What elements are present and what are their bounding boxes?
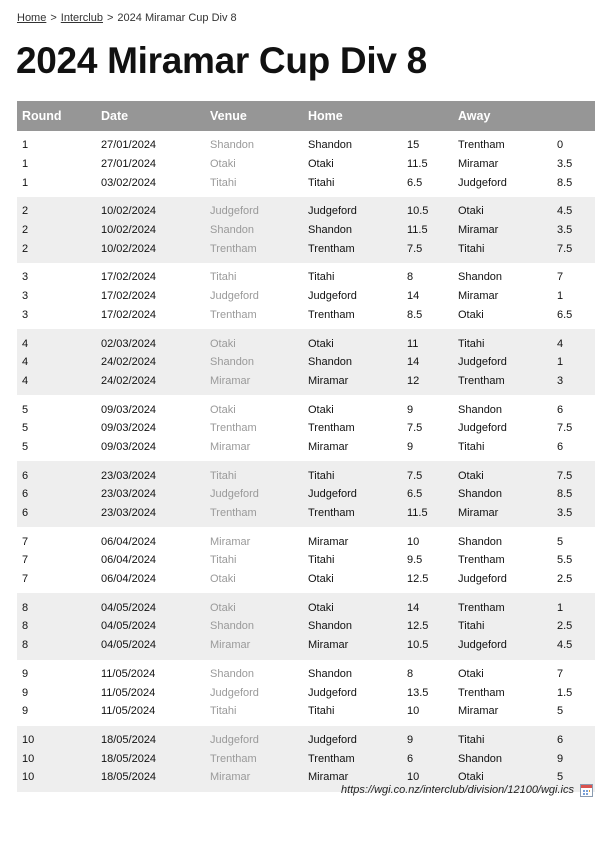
- cell-home-team: Miramar: [308, 639, 349, 652]
- cell-date: 17/02/2024: [101, 308, 157, 321]
- cell-away-team: Titahi: [458, 733, 485, 746]
- cell-away-score: 3.5: [557, 507, 573, 520]
- cell-date: 09/03/2024: [101, 422, 157, 435]
- cell-home-score: 7.5: [407, 469, 423, 482]
- cell-venue: Otaki: [210, 158, 236, 171]
- cell-venue: Shandon: [210, 620, 255, 633]
- cell-date: 23/03/2024: [101, 507, 157, 520]
- cell-away-score: 6: [557, 403, 564, 416]
- cell-round: 9: [22, 686, 29, 699]
- cell-home-score: 10: [407, 705, 420, 718]
- cell-venue: Judgeford: [210, 290, 259, 303]
- cell-date: 09/03/2024: [101, 403, 157, 416]
- cell-home-team: Titahi: [308, 469, 335, 482]
- cell-round: 2: [22, 242, 29, 255]
- cell-home-team: Miramar: [308, 771, 349, 784]
- cell-home-score: 6.5: [407, 176, 423, 189]
- cell-round: 3: [22, 308, 29, 321]
- cell-date: 10/02/2024: [101, 205, 157, 218]
- cell-away-team: Miramar: [458, 705, 499, 718]
- cell-venue: Miramar: [210, 535, 251, 548]
- cell-round: 1: [22, 176, 29, 189]
- cell-away-team: Judgeford: [458, 176, 507, 189]
- column-header-round: Round: [22, 109, 62, 123]
- cell-venue: Otaki: [210, 601, 236, 614]
- cell-home-team: Titahi: [308, 176, 335, 189]
- column-header-venue: Venue: [210, 109, 247, 123]
- table-row: [17, 570, 595, 589]
- table-row: [17, 466, 595, 485]
- cell-home-score: 9: [407, 403, 414, 416]
- cell-away-score: 7: [557, 271, 564, 284]
- cell-away-score: 1: [557, 601, 564, 614]
- cell-round: 7: [22, 535, 29, 548]
- cell-date: 24/02/2024: [101, 374, 157, 387]
- cell-venue: Miramar: [210, 771, 251, 784]
- cell-date: 11/05/2024: [101, 705, 156, 718]
- table-row: [17, 504, 595, 523]
- cell-venue: Shandon: [210, 356, 255, 369]
- cell-away-score: 9: [557, 752, 564, 765]
- table-row: [17, 598, 595, 617]
- cell-round: 1: [22, 139, 29, 152]
- cell-date: 27/01/2024: [101, 158, 157, 171]
- cell-round: 10: [22, 771, 35, 784]
- cell-date: 03/02/2024: [101, 176, 157, 189]
- round-group: [17, 329, 595, 395]
- cell-home-team: Trentham: [308, 752, 355, 765]
- table-row: [17, 665, 595, 684]
- table-row: [17, 155, 595, 174]
- table-row: [17, 239, 595, 258]
- table-row: [17, 731, 595, 750]
- table-row: [17, 353, 595, 372]
- table-row: [17, 749, 595, 768]
- cell-date: 04/05/2024: [101, 639, 157, 652]
- cell-away-score: 7: [557, 667, 564, 680]
- cell-venue: Otaki: [210, 337, 236, 350]
- cell-home-score: 8.5: [407, 308, 423, 321]
- cell-away-score: 6: [557, 440, 564, 453]
- cell-date: 23/03/2024: [101, 469, 157, 482]
- cell-home-team: Otaki: [308, 601, 334, 614]
- table-row: [17, 683, 595, 702]
- cell-date: 09/03/2024: [101, 440, 157, 453]
- cell-away-score: 6: [557, 733, 564, 746]
- breadcrumb: [17, 12, 237, 24]
- cell-away-score: 1: [557, 356, 564, 369]
- cell-venue: Otaki: [210, 573, 236, 586]
- cell-away-score: 5: [557, 535, 564, 548]
- table-row: [17, 438, 595, 457]
- cell-away-team: Miramar: [458, 507, 499, 520]
- cell-venue: Miramar: [210, 440, 251, 453]
- cell-round: 8: [22, 639, 29, 652]
- breadcrumb-separator: >: [50, 12, 57, 24]
- cell-home-team: Titahi: [308, 271, 335, 284]
- cell-away-team: Miramar: [458, 290, 499, 303]
- cell-venue: Titahi: [210, 705, 237, 718]
- ics-footer: [341, 782, 593, 798]
- cell-away-team: Miramar: [458, 158, 499, 171]
- cell-venue: Titahi: [210, 469, 237, 482]
- cell-away-team: Miramar: [458, 224, 499, 237]
- table-row: [17, 306, 595, 325]
- cell-round: 4: [22, 337, 29, 350]
- round-group: [17, 461, 595, 527]
- round-group: [17, 197, 595, 263]
- table-row: [17, 636, 595, 655]
- table-row: [17, 551, 595, 570]
- cell-away-team: Shandon: [458, 752, 503, 765]
- cell-away-team: Judgeford: [458, 356, 507, 369]
- cell-venue: Judgeford: [210, 686, 259, 699]
- table-row: [17, 702, 595, 721]
- cell-away-team: Trentham: [458, 601, 505, 614]
- cell-round: 4: [22, 374, 29, 387]
- cell-date: 24/02/2024: [101, 356, 157, 369]
- cell-home-score: 11.5: [407, 158, 428, 171]
- cell-away-score: 5.5: [557, 554, 573, 567]
- cell-away-score: 1.5: [557, 686, 573, 699]
- ics-link[interactable]: https://wgi.co.nz/interclub/division/12100/wgi.ics: [341, 784, 574, 796]
- cell-venue: Miramar: [210, 374, 251, 387]
- table-body: [17, 131, 595, 792]
- round-group: [17, 527, 595, 593]
- cell-away-team: Otaki: [458, 469, 484, 482]
- cell-home-team: Trentham: [308, 507, 355, 520]
- cell-venue: Trentham: [210, 507, 257, 520]
- cell-home-score: 12.5: [407, 620, 429, 633]
- cell-round: 1: [22, 158, 29, 171]
- cell-date: 04/05/2024: [101, 601, 157, 614]
- cell-round: 3: [22, 271, 29, 284]
- cell-home-team: Trentham: [308, 308, 355, 321]
- cell-home-team: Shandon: [308, 667, 353, 680]
- cell-away-team: Shandon: [458, 488, 503, 501]
- cell-away-team: Shandon: [458, 403, 503, 416]
- cell-home-score: 11: [407, 337, 419, 350]
- cell-away-score: 8.5: [557, 176, 573, 189]
- cell-round: 7: [22, 573, 29, 586]
- cell-date: 27/01/2024: [101, 139, 157, 152]
- cell-away-team: Trentham: [458, 554, 505, 567]
- cell-home-score: 11.5: [407, 507, 428, 520]
- table-row: [17, 173, 595, 192]
- table-row: [17, 372, 595, 391]
- cell-round: 9: [22, 705, 29, 718]
- cell-round: 7: [22, 554, 29, 567]
- cell-away-score: 5: [557, 705, 564, 718]
- cell-venue: Judgeford: [210, 733, 259, 746]
- cell-home-score: 11.5: [407, 224, 428, 237]
- cell-round: 5: [22, 403, 29, 416]
- cell-home-score: 10: [407, 771, 420, 784]
- table-row: [17, 532, 595, 551]
- cell-home-score: 14: [407, 356, 420, 369]
- cell-home-team: Shandon: [308, 356, 353, 369]
- table-row: [17, 400, 595, 419]
- cell-away-score: 1: [557, 290, 564, 303]
- breadcrumb-separator: >: [106, 12, 114, 24]
- cell-date: 11/05/2024: [101, 686, 156, 699]
- cell-date: 10/02/2024: [101, 224, 157, 237]
- cell-date: 06/04/2024: [101, 573, 157, 586]
- cell-home-team: Otaki: [308, 337, 334, 350]
- column-header-home: Home: [308, 109, 343, 123]
- cell-home-team: Judgeford: [308, 205, 357, 218]
- cell-round: 9: [22, 667, 29, 680]
- table-row: [17, 202, 595, 221]
- cell-home-team: Miramar: [308, 535, 349, 548]
- round-group: [17, 263, 595, 329]
- cell-home-team: Shandon: [308, 224, 353, 237]
- cell-home-team: Judgeford: [308, 290, 357, 303]
- round-group: [17, 395, 595, 461]
- cell-round: 10: [22, 733, 35, 746]
- cell-home-team: Shandon: [308, 139, 353, 152]
- cell-venue: Shandon: [210, 224, 255, 237]
- cell-home-score: 9: [407, 440, 414, 453]
- cell-venue: Titahi: [210, 554, 237, 567]
- breadcrumb-interclub-link[interactable]: Interclub: [60, 12, 103, 24]
- cell-home-team: Judgeford: [308, 686, 357, 699]
- cell-away-score: 4.5: [557, 205, 573, 218]
- cell-date: 02/03/2024: [101, 337, 157, 350]
- cell-venue: Shandon: [210, 139, 255, 152]
- cell-away-team: Judgeford: [458, 639, 507, 652]
- fixtures-table: [17, 101, 595, 792]
- cell-date: 23/03/2024: [101, 488, 157, 501]
- cell-round: 2: [22, 205, 29, 218]
- cell-round: 8: [22, 601, 29, 614]
- round-group: [17, 660, 595, 726]
- cell-venue: Titahi: [210, 271, 237, 284]
- cell-home-score: 8: [407, 667, 414, 680]
- cell-round: 8: [22, 620, 29, 633]
- cell-away-team: Titahi: [458, 242, 485, 255]
- table-row: [17, 136, 595, 155]
- cell-round: 10: [22, 752, 35, 765]
- cell-home-team: Titahi: [308, 554, 335, 567]
- column-header-date: Date: [101, 109, 129, 123]
- cell-away-team: Titahi: [458, 620, 485, 633]
- page-title: 2024 Miramar Cup Div 8: [16, 40, 427, 81]
- cell-away-score: 4.5: [557, 639, 573, 652]
- round-group: [17, 131, 595, 197]
- cell-away-team: Shandon: [458, 271, 503, 284]
- cell-home-score: 10.5: [407, 639, 429, 652]
- table-row: [17, 287, 595, 306]
- cell-home-team: Miramar: [308, 440, 349, 453]
- cell-date: 10/02/2024: [101, 242, 157, 255]
- cell-away-team: Judgeford: [458, 422, 507, 435]
- cell-round: 5: [22, 440, 29, 453]
- table-row: [17, 485, 595, 504]
- cell-away-score: 3.5: [557, 224, 573, 237]
- round-group: [17, 593, 595, 659]
- column-header-away: Away: [458, 109, 491, 123]
- cell-away-score: 7.5: [557, 242, 573, 255]
- cell-venue: Titahi: [210, 176, 237, 189]
- cell-home-team: Shandon: [308, 620, 353, 633]
- cell-home-team: Judgeford: [308, 733, 357, 746]
- cell-home-team: Miramar: [308, 374, 349, 387]
- cell-home-team: Otaki: [308, 403, 334, 416]
- cell-home-score: 7.5: [407, 422, 423, 435]
- cell-venue: Otaki: [210, 403, 236, 416]
- cell-venue: Judgeford: [210, 488, 259, 501]
- table-row: [17, 617, 595, 636]
- cell-home-team: Otaki: [308, 158, 334, 171]
- table-row: [17, 419, 595, 438]
- cell-date: 04/05/2024: [101, 620, 157, 633]
- cell-away-score: 4: [557, 337, 564, 350]
- cell-round: 3: [22, 290, 29, 303]
- cell-home-team: Judgeford: [308, 488, 357, 501]
- cell-away-score: 0: [557, 139, 564, 152]
- cell-venue: Trentham: [210, 308, 257, 321]
- cell-home-score: 6.5: [407, 488, 423, 501]
- cell-away-score: 8.5: [557, 488, 573, 501]
- table-row: [17, 334, 595, 353]
- calendar-icon[interactable]: [580, 784, 593, 797]
- cell-round: 6: [22, 488, 29, 501]
- cell-round: 5: [22, 422, 29, 435]
- cell-home-team: Trentham: [308, 422, 355, 435]
- cell-home-score: 9: [407, 733, 414, 746]
- cell-away-score: 7.5: [557, 422, 573, 435]
- cell-home-score: 13.5: [407, 686, 429, 699]
- cell-date: 18/05/2024: [101, 771, 157, 784]
- breadcrumb-home-link[interactable]: Home: [17, 12, 47, 24]
- cell-venue: Judgeford: [210, 205, 259, 218]
- cell-round: 6: [22, 469, 29, 482]
- cell-home-score: 9.5: [407, 554, 423, 567]
- cell-away-score: 5: [557, 771, 564, 784]
- cell-date: 18/05/2024: [101, 733, 157, 746]
- cell-away-team: Judgeford: [458, 573, 507, 586]
- cell-venue: Shandon: [210, 667, 255, 680]
- cell-venue: Trentham: [210, 242, 257, 255]
- cell-date: 06/04/2024: [101, 554, 157, 567]
- cell-home-team: Otaki: [308, 573, 334, 586]
- cell-away-team: Shandon: [458, 535, 503, 548]
- cell-away-team: Otaki: [458, 308, 484, 321]
- cell-away-team: Trentham: [458, 139, 505, 152]
- cell-round: 2: [22, 224, 29, 237]
- cell-away-team: Otaki: [458, 771, 484, 784]
- cell-away-score: 6.5: [557, 308, 573, 321]
- cell-home-score: 15: [407, 139, 420, 152]
- cell-venue: Miramar: [210, 639, 251, 652]
- table-row: [17, 221, 595, 240]
- cell-date: 17/02/2024: [101, 290, 157, 303]
- cell-away-team: Trentham: [458, 686, 505, 699]
- cell-away-team: Otaki: [458, 205, 484, 218]
- cell-date: 17/02/2024: [101, 271, 157, 284]
- cell-away-score: 3.5: [557, 158, 573, 171]
- cell-home-team: Titahi: [308, 705, 335, 718]
- cell-away-score: 2.5: [557, 620, 573, 633]
- breadcrumb-current: 2024 Miramar Cup Div 8: [117, 12, 237, 24]
- cell-round: 6: [22, 507, 29, 520]
- cell-home-score: 12.5: [407, 573, 429, 586]
- cell-home-score: 14: [407, 601, 420, 614]
- cell-home-score: 7.5: [407, 242, 423, 255]
- table-header: [17, 101, 595, 131]
- cell-home-score: 8: [407, 271, 414, 284]
- cell-away-score: 2.5: [557, 573, 573, 586]
- cell-home-team: Trentham: [308, 242, 355, 255]
- cell-away-team: Trentham: [458, 374, 505, 387]
- table-row: [17, 268, 595, 287]
- cell-home-score: 10: [407, 535, 420, 548]
- cell-home-score: 6: [407, 752, 414, 765]
- cell-date: 06/04/2024: [101, 535, 157, 548]
- cell-venue: Trentham: [210, 752, 257, 765]
- cell-away-team: Titahi: [458, 440, 485, 453]
- cell-date: 18/05/2024: [101, 752, 157, 765]
- cell-away-team: Otaki: [458, 667, 484, 680]
- cell-home-score: 12: [407, 374, 420, 387]
- cell-home-score: 10.5: [407, 205, 429, 218]
- cell-away-score: 3: [557, 374, 564, 387]
- cell-date: 11/05/2024: [101, 667, 156, 680]
- cell-home-score: 14: [407, 290, 420, 303]
- cell-away-score: 7.5: [557, 469, 573, 482]
- cell-venue: Trentham: [210, 422, 257, 435]
- cell-away-team: Titahi: [458, 337, 485, 350]
- cell-round: 4: [22, 356, 29, 369]
